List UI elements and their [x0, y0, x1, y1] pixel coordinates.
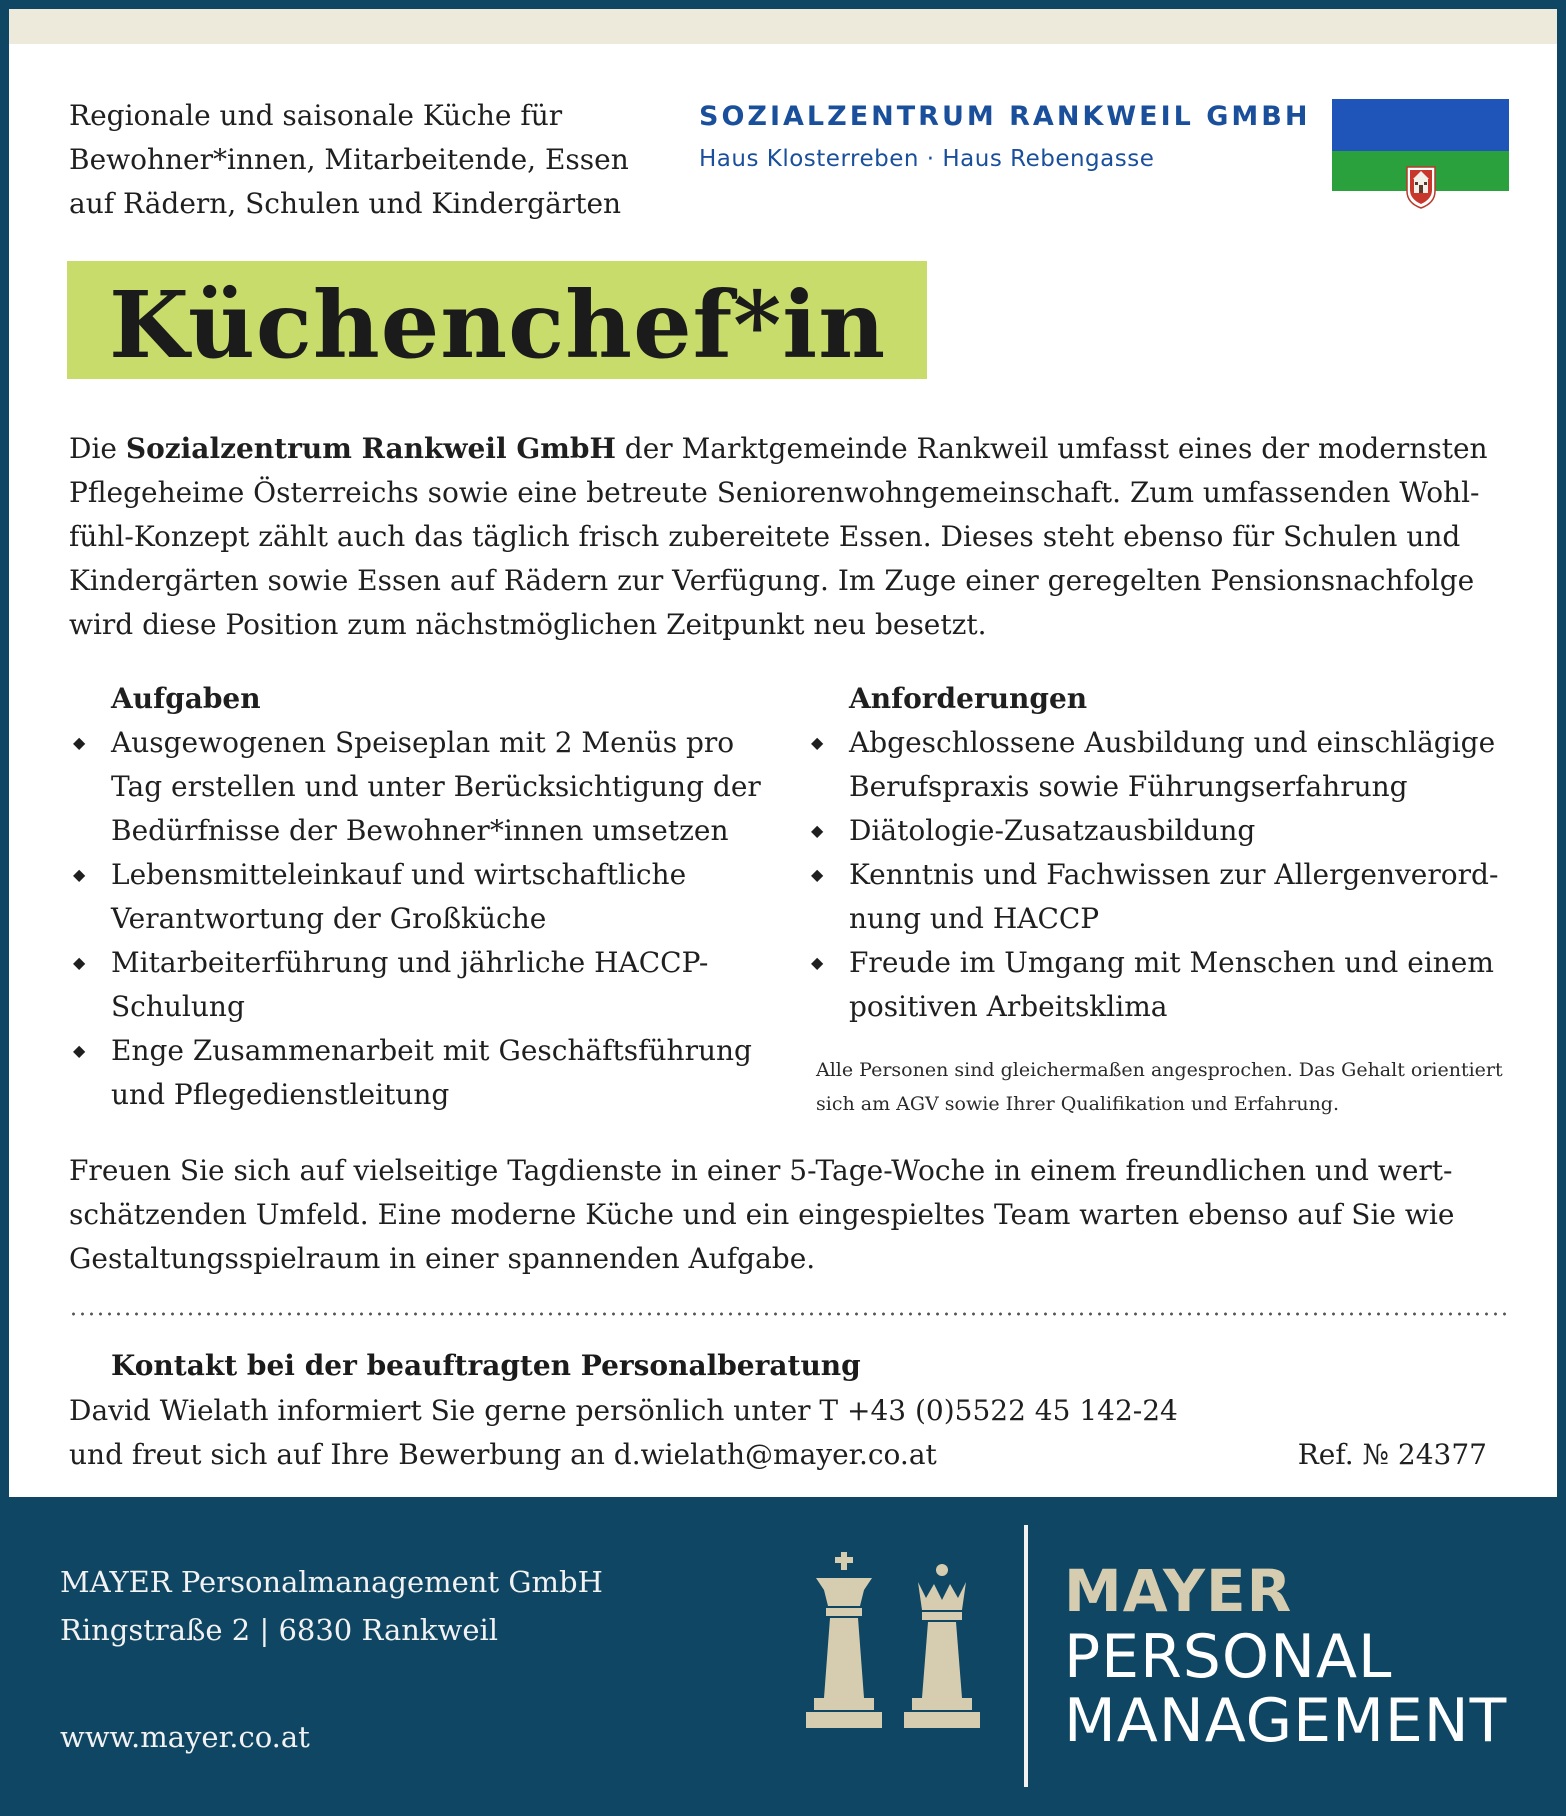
diamond-bullet-icon: ◆ [73, 733, 86, 752]
lead-text [69, 94, 669, 226]
list-item-text: Enge Zusammenarbeit mit Geschäftsführung und Pflegedienstleitung [111, 1034, 752, 1111]
reference-number: Ref. № 24377 [1297, 1438, 1487, 1471]
list-item-text: Diätologie-Zusatzausbildung [849, 814, 1256, 847]
coat-of-arms-icon [1406, 165, 1436, 209]
list-item-text: Lebensmitteleinkauf und wirtschaftliche Verantwortung der Großküche [111, 858, 687, 935]
job-ad-card [9, 9, 1557, 1497]
list-item [69, 853, 769, 941]
list-item [69, 941, 769, 1029]
closing-paragraph: Freuen Sie sich auf vielseitige Tagdienste in einer 5-Tage-Woche in einem freundlichen und wertschätzenden Umfeld. Eine moderne Küche und ein eingespieltes Team warten ebenso auf Sie wie Gestaltungsspielraum in einer spannenden Aufgabe. [69, 1154, 1455, 1275]
diamond-bullet-icon: ◆ [73, 1041, 86, 1060]
diamond-bullet-icon: ◆ [73, 865, 86, 884]
diamond-bullet-icon: ◆ [73, 953, 86, 972]
requirements-heading: Anforderungen [849, 682, 1088, 715]
org-subtitle: Haus Klosterreben · Haus Rebengasse [699, 146, 1155, 172]
diamond-bullet-icon: ◆ [811, 953, 824, 972]
lead-line: Bewohner*innen, Mitarbeitende, Essen [69, 143, 629, 176]
lead-line: Regionale und saisonale Küche für [69, 99, 563, 132]
list-item [807, 809, 1517, 853]
list-item-text: Kenntnis und Fachwissen zur Allergenverordnung und HACCP [849, 858, 1499, 935]
intro-lead: Die [69, 432, 126, 465]
list-item [807, 721, 1517, 809]
footer-company: MAYER Personalmanagement GmbH [60, 1565, 603, 1599]
requirements-column [807, 677, 1517, 1029]
list-item-text: Mitarbeiterführung und jährliche HACCP-Schulung [111, 946, 709, 1023]
contact-heading: Kontakt bei der beauftragten Personalberatung [111, 1349, 861, 1382]
dotted-divider [69, 1312, 1509, 1316]
brand-mayer: MAYER [1064, 1557, 1293, 1625]
job-title: Küchenchef*in [109, 271, 887, 379]
diamond-bullet-icon: ◆ [811, 733, 824, 752]
brand-personal: PERSONAL [1064, 1622, 1393, 1692]
rankweil-flag [1332, 99, 1509, 221]
list-item-text: Ausgewogenen Speiseplan mit 2 Menüs pro Tag erstellen und unter Berücksichtigung der Bedürfnisse der Bewohner*innen umsetzen [111, 726, 761, 847]
list-item-text: Freude im Umgang mit Menschen und einem positiven Arbeitsklima [849, 946, 1494, 1023]
tasks-list [69, 721, 769, 1117]
equality-salary-note: Alle Personen sind gleichermaßen angesprochen. Das Gehalt orientiert sich am AGV sowie Ihrer Qualifikation und Erfahrung. [816, 1059, 1503, 1115]
org-name: SOZIALZENTRUM RANKWEIL GMBH [699, 101, 1311, 132]
intro-paragraph [69, 427, 1509, 647]
contact-email-line: und freut sich auf Ihre Bewerbung an d.wielath@mayer.co.at [69, 1438, 937, 1471]
list-item [69, 1029, 769, 1117]
company-name: Sozialzentrum Rankweil GmbH [125, 432, 616, 465]
footer-address: Ringstraße 2 | 6830 Rankweil [60, 1613, 499, 1647]
list-item [807, 941, 1517, 1029]
tasks-column [69, 677, 769, 1117]
contact-phone-line: David Wielath informiert Sie gerne persönlich unter T +43 (0)5522 45 142-24 [69, 1394, 1178, 1427]
diamond-bullet-icon: ◆ [811, 865, 824, 884]
list-item [807, 853, 1517, 941]
requirements-list [807, 721, 1517, 1029]
lead-line: auf Rädern, Schulen und Kindergärten [69, 187, 622, 220]
tasks-heading: Aufgaben [111, 682, 261, 715]
list-item [69, 721, 769, 853]
top-band [9, 9, 1557, 44]
intro-rest: der Marktgemeinde Rankweil umfasst eines der modernsten Pflegeheime Österreichs sowie eine betreute Seniorenwohngemeinschaft. Zum umfassenden Wohlfühl-Konzept zählt auch das täglich frisch zubereitete Essen. Dieses steht ebenso für Schulen und Kindergärten sowie Essen auf Rädern zur Verfügung. Im Zuge einer geregelten Pensionsnachfolge wird diese Position zum nächstmöglichen Zeitpunkt neu besetzt. [69, 432, 1488, 641]
chess-pieces-icon [800, 1548, 1000, 1748]
list-item-text: Abgeschlossene Ausbildung und einschlägige Berufspraxis sowie Führungserfahrung [849, 726, 1496, 803]
footer-website[interactable]: www.mayer.co.at [60, 1720, 310, 1754]
diamond-bullet-icon: ◆ [811, 821, 824, 840]
brand-management: MANAGEMENT [1064, 1686, 1508, 1756]
flag-blue-stripe [1332, 99, 1509, 151]
footer-divider [1024, 1525, 1028, 1787]
